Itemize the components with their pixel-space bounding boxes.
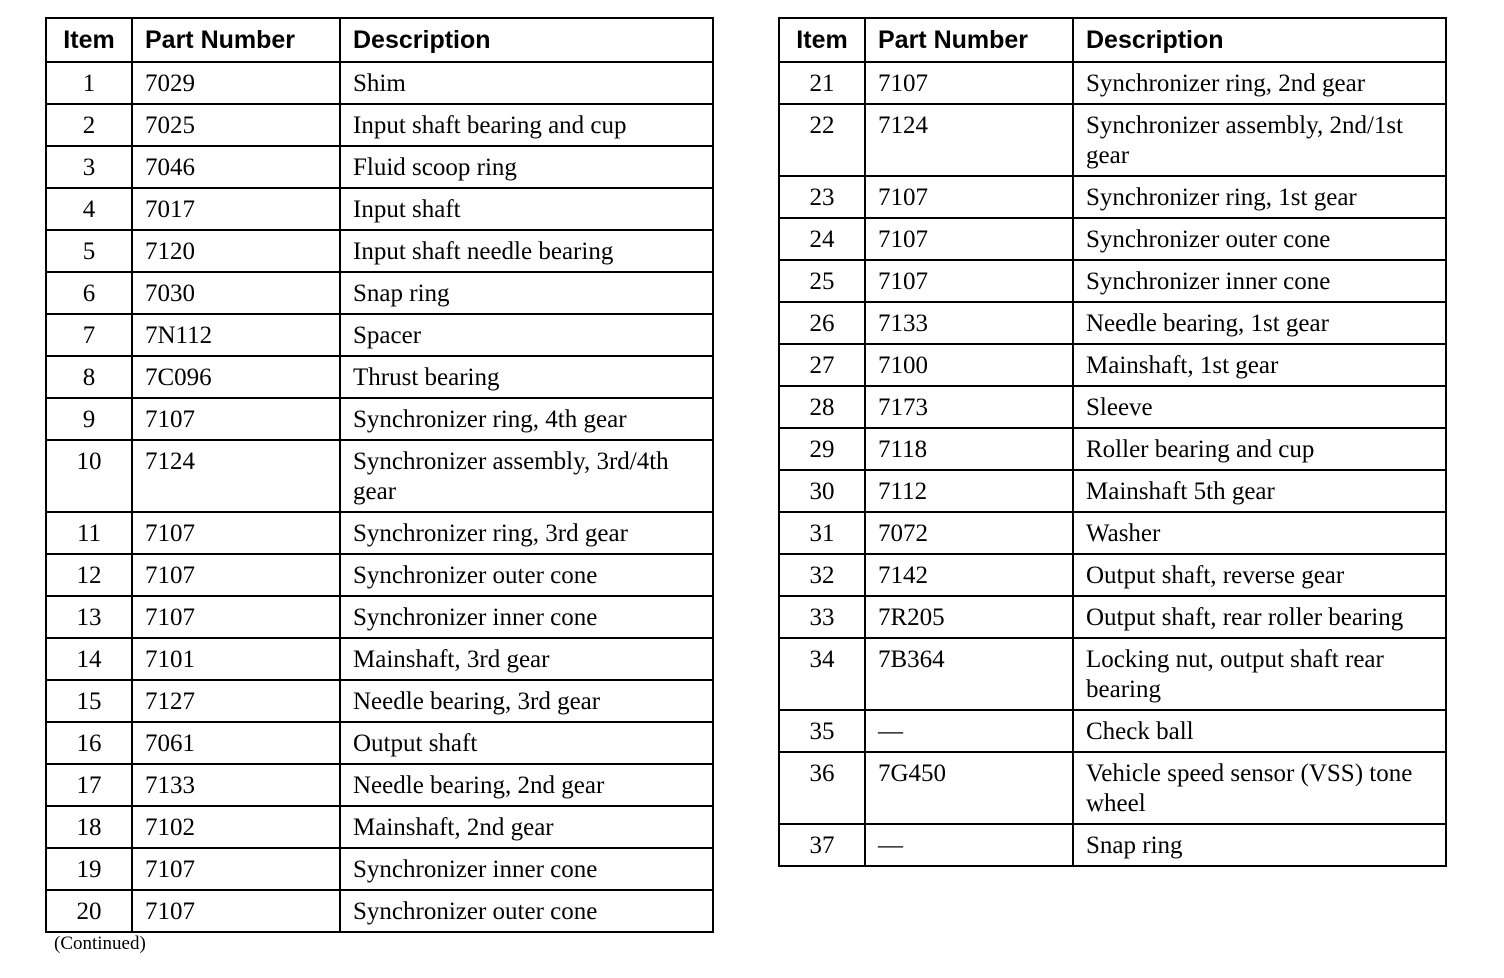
table-row [46,848,713,890]
description-cell: Synchronizer ring, 4th gear [340,398,713,440]
item-number-cell: 4 [46,188,132,230]
description-cell: Snap ring [1073,824,1446,866]
description-cell: Synchronizer ring, 3rd gear [340,512,713,554]
table-row [779,512,1446,554]
table-row [46,722,713,764]
part-number-cell: 7107 [132,398,340,440]
part-number-cell: — [865,824,1073,866]
part-number-cell: 7025 [132,104,340,146]
description-cell: Needle bearing, 1st gear [1073,302,1446,344]
table-row [779,344,1446,386]
table-row [779,752,1446,824]
description-cell: Synchronizer ring, 2nd gear [1073,62,1446,104]
item-number-cell: 7 [46,314,132,356]
table-row [779,638,1446,710]
table-row [779,260,1446,302]
header-description: Description [1073,18,1446,62]
description-cell: Synchronizer inner cone [1073,260,1446,302]
header-item: Item [779,18,865,62]
part-number-cell: 7107 [132,512,340,554]
header-part-number: Part Number [865,18,1073,62]
part-number-cell: 7101 [132,638,340,680]
table-row [779,554,1446,596]
table-row [46,104,713,146]
table-row [46,680,713,722]
part-number-cell: 7107 [132,596,340,638]
item-number-cell: 37 [779,824,865,866]
description-cell: Synchronizer inner cone [340,848,713,890]
item-number-cell: 18 [46,806,132,848]
table-row [779,824,1446,866]
item-number-cell: 20 [46,890,132,932]
item-number-cell: 35 [779,710,865,752]
part-number-cell: 7R205 [865,596,1073,638]
description-cell: Input shaft needle bearing [340,230,713,272]
table-row [46,764,713,806]
item-number-cell: 1 [46,62,132,104]
table-row [779,710,1446,752]
description-cell: Input shaft [340,188,713,230]
header-item: Item [46,18,132,62]
part-number-cell: 7017 [132,188,340,230]
table-row [779,596,1446,638]
table-row [779,428,1446,470]
item-number-cell: 22 [779,104,865,176]
table-row [46,554,713,596]
item-number-cell: 17 [46,764,132,806]
table-row [46,230,713,272]
description-cell: Snap ring [340,272,713,314]
description-cell: Mainshaft, 2nd gear [340,806,713,848]
parts-table-right [778,17,1447,867]
item-number-cell: 25 [779,260,865,302]
part-number-cell: 7061 [132,722,340,764]
description-cell: Vehicle speed sensor (VSS) tone wheel [1073,752,1446,824]
part-number-cell: 7072 [865,512,1073,554]
part-number-cell: 7C096 [132,356,340,398]
part-number-cell: 7107 [132,848,340,890]
item-number-cell: 24 [779,218,865,260]
item-number-cell: 12 [46,554,132,596]
table-row [779,176,1446,218]
description-cell: Synchronizer assembly, 3rd/4th gear [340,440,713,512]
item-number-cell: 31 [779,512,865,554]
item-number-cell: 3 [46,146,132,188]
part-number-cell: 7124 [865,104,1073,176]
item-number-cell: 30 [779,470,865,512]
part-number-cell: 7030 [132,272,340,314]
description-cell: Synchronizer outer cone [340,554,713,596]
table-row [46,272,713,314]
description-cell: Needle bearing, 2nd gear [340,764,713,806]
part-number-cell: 7107 [865,62,1073,104]
description-cell: Synchronizer inner cone [340,596,713,638]
part-number-cell: — [865,710,1073,752]
description-cell: Needle bearing, 3rd gear [340,680,713,722]
description-cell: Check ball [1073,710,1446,752]
description-cell: Synchronizer outer cone [340,890,713,932]
item-number-cell: 16 [46,722,132,764]
description-cell: Washer [1073,512,1446,554]
description-cell: Mainshaft, 1st gear [1073,344,1446,386]
description-cell: Synchronizer assembly, 2nd/1st gear [1073,104,1446,176]
table-row [46,440,713,512]
part-number-cell: 7133 [132,764,340,806]
part-number-cell: 7107 [865,218,1073,260]
part-number-cell: 7120 [132,230,340,272]
header-description: Description [340,18,713,62]
part-number-cell: 7107 [865,260,1073,302]
item-number-cell: 19 [46,848,132,890]
item-number-cell: 26 [779,302,865,344]
part-number-cell: 7173 [865,386,1073,428]
description-cell: Synchronizer outer cone [1073,218,1446,260]
description-cell: Output shaft [340,722,713,764]
table-row [779,104,1446,176]
table-header-row [46,18,713,62]
item-number-cell: 8 [46,356,132,398]
part-number-cell: 7133 [865,302,1073,344]
table-row [779,470,1446,512]
item-number-cell: 29 [779,428,865,470]
part-number-cell: 7142 [865,554,1073,596]
description-cell: Input shaft bearing and cup [340,104,713,146]
table-row [46,806,713,848]
table-row [46,188,713,230]
item-number-cell: 9 [46,398,132,440]
item-number-cell: 14 [46,638,132,680]
table-row [779,386,1446,428]
table-row [46,890,713,932]
part-number-cell: 7G450 [865,752,1073,824]
item-number-cell: 5 [46,230,132,272]
item-number-cell: 34 [779,638,865,710]
item-number-cell: 13 [46,596,132,638]
parts-table-left [45,17,714,933]
part-number-cell: 7107 [132,554,340,596]
part-number-cell: 7112 [865,470,1073,512]
table-header-row [779,18,1446,62]
table-row [46,638,713,680]
item-number-cell: 33 [779,596,865,638]
description-cell: Fluid scoop ring [340,146,713,188]
table-row [779,218,1446,260]
item-number-cell: 23 [779,176,865,218]
item-number-cell: 27 [779,344,865,386]
description-cell: Spacer [340,314,713,356]
table-row [46,314,713,356]
part-number-cell: 7102 [132,806,340,848]
table-row [779,62,1446,104]
table-row [46,398,713,440]
table-row [46,512,713,554]
description-cell: Output shaft, rear roller bearing [1073,596,1446,638]
description-cell: Roller bearing and cup [1073,428,1446,470]
description-cell: Mainshaft, 3rd gear [340,638,713,680]
item-number-cell: 15 [46,680,132,722]
item-number-cell: 10 [46,440,132,512]
description-cell: Synchronizer ring, 1st gear [1073,176,1446,218]
item-number-cell: 32 [779,554,865,596]
header-part-number: Part Number [132,18,340,62]
part-number-cell: 7029 [132,62,340,104]
table-row [46,62,713,104]
part-number-cell: 7127 [132,680,340,722]
part-number-cell: 7107 [132,890,340,932]
description-cell: Sleeve [1073,386,1446,428]
part-number-cell: 7118 [865,428,1073,470]
part-number-cell: 7B364 [865,638,1073,710]
part-number-cell: 7046 [132,146,340,188]
table-row [46,356,713,398]
part-number-cell: 7N112 [132,314,340,356]
description-cell: Output shaft, reverse gear [1073,554,1446,596]
item-number-cell: 6 [46,272,132,314]
description-cell: Mainshaft 5th gear [1073,470,1446,512]
description-cell: Locking nut, output shaft rear bearing [1073,638,1446,710]
table-row [46,596,713,638]
item-number-cell: 36 [779,752,865,824]
continued-note: (Continued) [54,933,146,954]
part-number-cell: 7107 [865,176,1073,218]
part-number-cell: 7100 [865,344,1073,386]
table-row [779,302,1446,344]
table-row [46,146,713,188]
description-cell: Thrust bearing [340,356,713,398]
item-number-cell: 11 [46,512,132,554]
item-number-cell: 28 [779,386,865,428]
part-number-cell: 7124 [132,440,340,512]
item-number-cell: 21 [779,62,865,104]
description-cell: Shim [340,62,713,104]
item-number-cell: 2 [46,104,132,146]
